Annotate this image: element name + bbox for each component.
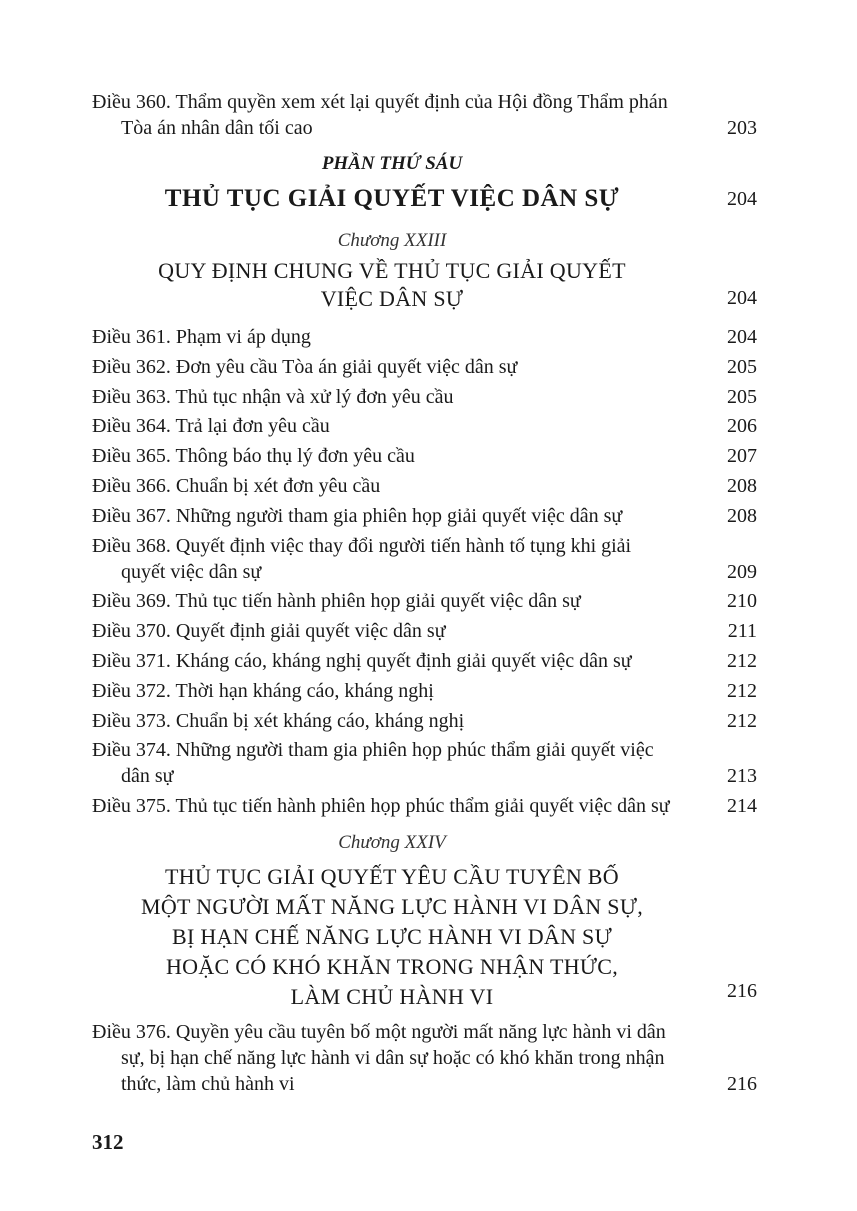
page-number: 205 <box>727 385 757 408</box>
toc-entry <box>92 503 757 529</box>
toc-entry-line: Điều 364. Trả lại đơn yêu cầu 206 <box>92 415 757 438</box>
page-number: 211 <box>727 620 757 643</box>
toc-entry-line: Điều 372. Thời hạn kháng cáo, kháng nghị 212 <box>92 679 757 702</box>
toc-entry <box>92 473 757 499</box>
page-number: 203 <box>727 117 757 139</box>
toc-entry <box>92 588 757 614</box>
toc-entry <box>92 443 757 469</box>
toc-entry-line: Điều 373. Chuẩn bị xét kháng cáo, kháng nghị 212 <box>92 709 757 732</box>
toc-entry-line: Điều 362. Đơn yêu cầu Tòa án giải quyết việc dân sự 205 <box>92 355 757 378</box>
page-number: 207 <box>727 445 757 468</box>
page-number: 216 <box>727 1073 757 1095</box>
toc-entry-line: Điều 374. Những người tham gia phiên họp phúc thẩm giải quyết việc <box>92 739 654 762</box>
toc-entry-line: Điều 371. Kháng cáo, kháng nghị quyết định giải quyết việc dân sự 212 <box>92 650 757 672</box>
toc-entry-line: Điều 368. Quyết định việc thay đổi người tiến hành tố tụng khi giải <box>92 534 632 557</box>
page-number: 209 <box>727 560 757 583</box>
toc-entry-line: Điều 375. Thủ tục tiến hành phiên họp phúc thẩm giải quyết việc dân sự 214 <box>92 795 757 818</box>
toc-entry <box>92 648 757 674</box>
page-number: 208 <box>727 504 757 527</box>
toc-entry-line: Điều 376. Quyền yêu cầu tuyên bố một người mất năng lực hành vi dân <box>92 1021 666 1043</box>
toc-entry <box>92 384 757 410</box>
page-number: 212 <box>727 679 757 702</box>
toc-entry <box>92 1019 757 1097</box>
toc-entry <box>92 708 757 734</box>
page-number: 213 <box>727 765 757 788</box>
toc-entry <box>92 89 757 141</box>
toc-entry-line: Điều 361. Phạm vi áp dụng 204 <box>92 326 757 348</box>
toc-entry <box>92 618 757 644</box>
page-number: 208 <box>727 475 757 497</box>
toc-entry-line: Điều 367. Những người tham gia phiên họp giải quyết việc dân sự 208 <box>92 504 757 527</box>
part-title: THỦ TỤC GIẢI QUYẾT VIỆC DÂN SỰ <box>164 185 620 212</box>
toc-entry-line: thức, làm chủ hành vi 216 <box>121 1073 757 1095</box>
toc-entry-line: Điều 365. Thông báo thụ lý đơn yêu cầu 207 <box>92 445 757 468</box>
toc-entry <box>92 354 757 380</box>
toc-entry <box>92 678 757 704</box>
toc-entry-line: Điều 369. Thủ tục tiến hành phiên họp giải quyết việc dân sự 210 <box>92 590 757 613</box>
page-number: 214 <box>727 795 757 818</box>
page-folio: 312 <box>92 1130 124 1154</box>
chapter-label: Chương XXIV <box>338 832 446 853</box>
part-label: PHẦN THỨ SÁU <box>321 153 463 174</box>
toc-entry-line: quyết việc dân sự 209 <box>121 560 757 583</box>
toc-entry-line: Điều 370. Quyết định giải quyết việc dân sự 211 <box>92 620 757 643</box>
page-number: 210 <box>727 590 757 613</box>
chapter-title: THỦ TỤC GIẢI QUYẾT YÊU CẦU TUYÊN BỐ MỘT NGƯỜI MẤT NĂNG LỰC HÀNH VI DÂN SỰ, BỊ HẠN CHẾ NĂNG LỰC HÀNH VI DÂN SỰ HOẶC CÓ KHÓ KHĂN TRONG NHẬN THỨC, LÀM CHỦ HÀNH VI <box>140 864 643 1009</box>
toc-entry-line: Tòa án nhân dân tối cao 203 <box>121 117 757 139</box>
chapter-label: Chương XXIII <box>337 230 447 251</box>
toc-entry <box>92 793 757 819</box>
toc-entry-line: sự, bị hạn chế năng lực hành vi dân sự hoặc có khó khăn trong nhận <box>121 1047 665 1069</box>
chapter-page-number: 204 <box>727 287 757 309</box>
toc-entry <box>92 533 757 585</box>
toc-entry-line: dân sự 213 <box>121 765 757 788</box>
chapter-page-number: 216 <box>727 980 757 1002</box>
toc-entry-line: Điều 366. Chuẩn bị xét đơn yêu cầu 208 <box>92 475 757 497</box>
page-number: 205 <box>727 355 757 378</box>
toc-entry-line: Điều 363. Thủ tục nhận và xử lý đơn yêu cầu 205 <box>92 385 757 408</box>
page-number: 206 <box>727 415 757 438</box>
toc-entry <box>92 413 757 439</box>
part-page-number: 204 <box>727 188 757 210</box>
toc-entry-line: Điều 360. Thẩm quyền xem xét lại quyết định của Hội đồng Thẩm phán <box>92 91 668 113</box>
toc-entry <box>92 324 757 350</box>
page-number: 212 <box>727 650 757 672</box>
page-number: 204 <box>727 326 757 348</box>
page-number: 212 <box>727 709 757 732</box>
toc-entry <box>92 737 757 789</box>
chapter-title: QUY ĐỊNH CHUNG VỀ THỦ TỤC GIẢI QUYẾT VIỆC DÂN SỰ <box>158 258 626 311</box>
